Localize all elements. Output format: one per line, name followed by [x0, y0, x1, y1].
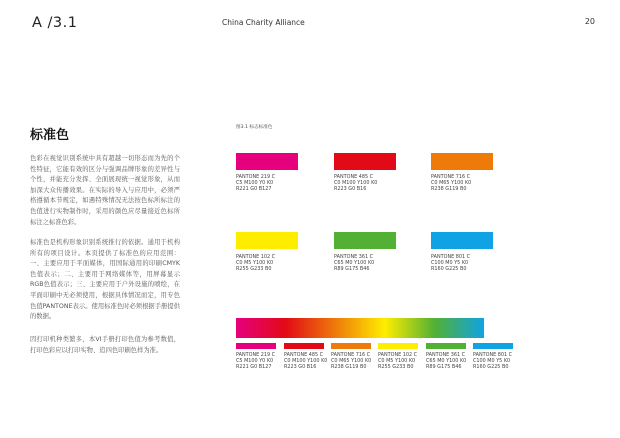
color-swatch-green — [334, 232, 396, 249]
mini-label-blue: PANTONE 801 C C100 M0 Y5 K0 R160 G225 B0 — [473, 352, 513, 371]
swatch-label-yellow: PANTONE 102 C C0 M5 Y100 K0 R255 G233 B0 — [236, 254, 276, 273]
mini-label-magenta: PANTONE 219 C C5 M100 Y0 K0 R221 G0 B127 — [236, 352, 276, 371]
color-swatch-orange — [431, 153, 493, 170]
mini-label-green: PANTONE 361 C C65 M0 Y100 K0 R89 G175 B46 — [426, 352, 467, 371]
org-name: China Charity Alliance — [222, 18, 305, 27]
color-swatch-yellow — [236, 232, 298, 249]
mini-label-orange: PANTONE 716 C C0 M65 Y100 K0 R238 G119 B0 — [331, 352, 372, 371]
mini-swatch-yellow — [378, 343, 418, 349]
mini-swatch-magenta — [236, 343, 276, 349]
swatch-label-magenta: PANTONE 219 C C5 M100 Y0 K0 R221 G0 B127 — [236, 174, 276, 193]
section-heading: 标准色 — [30, 128, 70, 143]
mini-label-red: PANTONE 485 C C0 M100 Y100 K0 R223 G0 B16 — [284, 352, 328, 371]
page-number: 20 — [584, 17, 595, 26]
mini-swatch-blue — [473, 343, 513, 349]
intro-paragraph: 色彩在视觉识别系统中具有超越一切形态而为先的个性特征，它能有效的区分与强调品牌形象的差异性与个性，并能充分发挥、全面展现统一视觉形象，从而加深大众传播效果。在实际的导入与应用中，必须严格遵循本节规定，如遇特殊情况无法按色标所标注的色值进行实物制作时，采用的颜色应尽量接近色标所标注之标准色彩。 — [30, 155, 180, 226]
mini-swatch-green — [426, 343, 466, 349]
section-code: A /3.1 — [32, 15, 78, 31]
color-swatch-blue — [431, 232, 493, 249]
gradient-bar — [236, 318, 484, 338]
mini-swatch-red — [284, 343, 324, 349]
figure-caption: 图3.1 标志标准色 — [236, 125, 273, 130]
swatch-label-orange: PANTONE 716 C C0 M65 Y100 K0 R238 G119 B0 — [431, 174, 472, 193]
mini-label-yellow: PANTONE 102 C C0 M5 Y100 K0 R255 G233 B0 — [378, 352, 418, 371]
usage-paragraph: 标准色是机构形象识别系统推行的依据。通用于机构所有的项目设计。本页提供了标准色的应用范围：一、主要应用于平面媒体，用国际通用的印刷CMYK色值表示；二、主要用于网络媒体等，用屏幕显示RGB色值表示；三、主要应用于户外设施的喷绘，在平面印刷中无必须使用，根据具体情况而定，用专色色值PANTONE表示。使用标准色时必须根据手册提供的数据。 — [30, 239, 180, 321]
print-note-paragraph: 因打印机种类繁多，本VI手册打印色值为参考数值，打印色彩应以打印实物、追四色印刷色样为准。 — [30, 336, 180, 354]
mini-swatch-orange — [331, 343, 371, 349]
color-swatch-red — [334, 153, 396, 170]
swatch-label-blue: PANTONE 801 C C100 M0 Y5 K0 R160 G225 B0 — [431, 254, 471, 273]
swatch-label-green: PANTONE 361 C C65 M0 Y100 K0 R89 G175 B46 — [334, 254, 375, 273]
color-swatch-magenta — [236, 153, 298, 170]
swatch-label-red: PANTONE 485 C C0 M100 Y100 K0 R223 G0 B16 — [334, 174, 378, 193]
